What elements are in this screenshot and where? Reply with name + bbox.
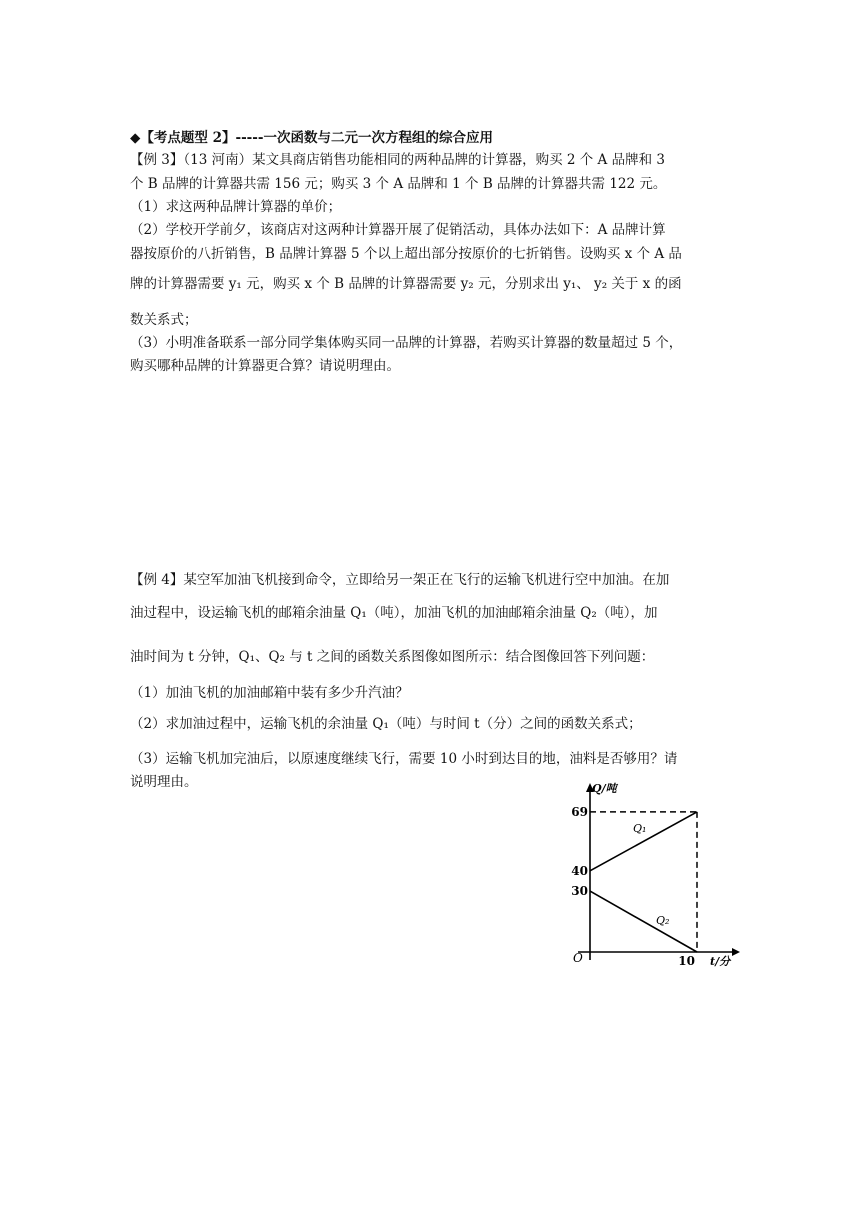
example4-q1: （1）加油飞机的加油邮箱中装有多少升汽油？ bbox=[130, 685, 409, 701]
y-axis-label: Q/吨 bbox=[592, 782, 617, 795]
q-t-chart bbox=[560, 772, 750, 982]
series-label-q1: Q₁ bbox=[633, 822, 647, 835]
example4-q3-line1: （3）运输飞机加完油后，以原速度继续飞行，需要 10 小时到达目的地，油料是否够用？请 bbox=[130, 751, 678, 767]
example4-line3: 油时间为 t 分钟，Q₁、Q₂ 与 t 之间的函数关系图像如图所示：结合图像回答下列问题： bbox=[130, 649, 655, 665]
series-label-q2: Q₂ bbox=[656, 914, 670, 927]
y-tick-label: 69 bbox=[571, 804, 588, 819]
x-axis-arrow bbox=[732, 948, 740, 956]
example3-q3-line2: 购买哪种品牌的计算器更合算？请说明理由。 bbox=[130, 358, 400, 374]
example4-q2: （2）求加油过程中，运输飞机的余油量 Q₁（吨）与时间 t（分）之间的函数关系式； bbox=[130, 716, 642, 732]
example3-line2: 个 B 品牌的计算器共需 156 元；购买 3 个 A 品牌和 1 个 B 品牌的计算器共需 122 元。 bbox=[130, 176, 667, 192]
example4-line2: 油过程中，设运输飞机的邮箱余油量 Q₁（吨），加油飞机的加油邮箱余油量 Q₂（吨），加 bbox=[130, 605, 658, 621]
example3-q2-line2: 器按原价的八折销售，B 品牌计算器 5 个以上超出部分按原价的七折销售。设购买 x 个 A 品 bbox=[130, 246, 682, 262]
x-axis-label: t/分 bbox=[710, 955, 731, 968]
series-line-q2 bbox=[590, 891, 697, 952]
example3-line1: 【例 3】（13 河南）某文具商店销售功能相同的两种品牌的计算器，购买 2 个 A 品牌和 3 bbox=[130, 152, 665, 168]
example3-q2-line1: （2）学校开学前夕，该商店对这两种计算器开展了促销活动，具体办法如下：A 品牌计算 bbox=[130, 222, 666, 238]
series-line-q1 bbox=[590, 812, 697, 871]
y-tick-label: 40 bbox=[571, 863, 588, 878]
y-tick-label: 30 bbox=[571, 884, 588, 899]
section-title: ◆【考点题型 2】-----一次函数与二元一次方程组的综合应用 bbox=[130, 130, 493, 146]
example3-q1: （1）求这两种品牌计算器的单价； bbox=[130, 199, 342, 215]
example3-q3-line1: （3）小明准备联系一部分同学集体购买同一品牌的计算器，若购买计算器的数量超过 5 个， bbox=[130, 335, 683, 351]
example4-q3-line2: 说明理由。 bbox=[130, 774, 198, 790]
x-tick-label: 10 bbox=[678, 954, 695, 968]
example3-q2-line4: 数关系式； bbox=[130, 312, 198, 328]
origin-label: O bbox=[573, 951, 583, 965]
example3-q2-line3: 牌的计算器需要 y₁ 元，购买 x 个 B 品牌的计算器需要 y₂ 元，分别求出 y₁、 y₂ 关于 x 的函 bbox=[130, 276, 682, 292]
example4-line1: 【例 4】某空军加油飞机接到命令，立即给另一架正在飞行的运输飞机进行空中加油。在加 bbox=[130, 572, 670, 588]
